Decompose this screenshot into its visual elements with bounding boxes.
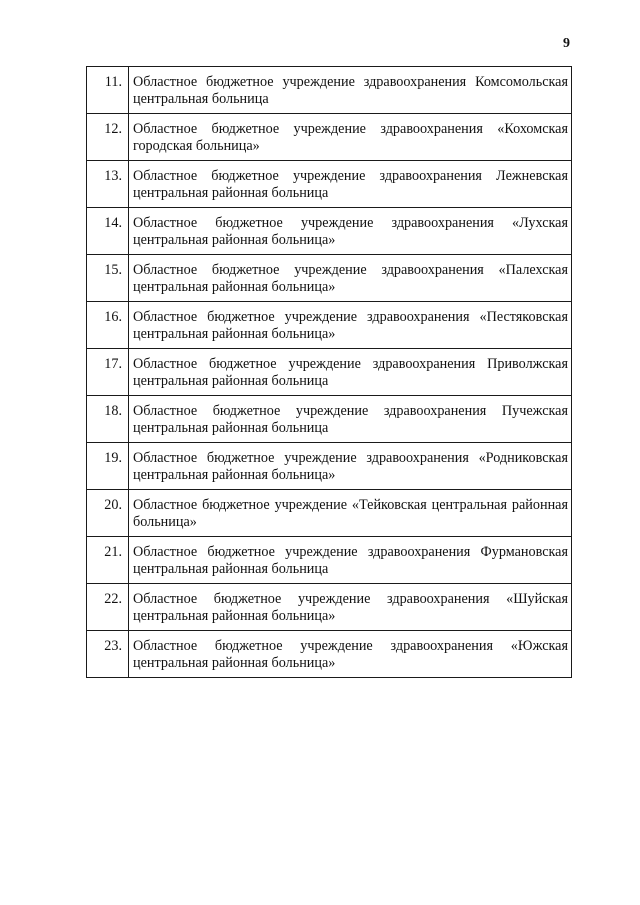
page-number: 9 (563, 36, 570, 51)
row-institution-name: Областное бюджетное учреждение «Тейковская центральная районная больница» (129, 490, 572, 537)
row-institution-name: Областное бюджетное учреждение здравоохранения Комсомольская центральная больница (129, 67, 572, 114)
table-row (87, 490, 572, 537)
table-row (87, 349, 572, 396)
row-institution-name: Областное бюджетное учреждение здравоохранения «Шуйская центральная районная больница» (129, 584, 572, 631)
row-institution-name: Областное бюджетное учреждение здравоохранения Лежневская центральная районная больница (129, 161, 572, 208)
row-institution-name: Областное бюджетное учреждение здравоохранения «Пестяковская центральная районная больница» (129, 302, 572, 349)
row-number: 20. (87, 490, 129, 537)
table-row (87, 302, 572, 349)
table-row (87, 443, 572, 490)
row-number: 22. (87, 584, 129, 631)
table-row (87, 255, 572, 302)
row-institution-name: Областное бюджетное учреждение здравоохранения Пучежская центральная районная больница (129, 396, 572, 443)
row-institution-name: Областное бюджетное учреждение здравоохранения «Южская центральная районная больница» (129, 631, 572, 678)
row-institution-name: Областное бюджетное учреждение здравоохранения «Кохомская городская больница» (129, 114, 572, 161)
institutions-table (86, 66, 572, 678)
row-number: 23. (87, 631, 129, 678)
row-institution-name: Областное бюджетное учреждение здравоохранения «Лухская центральная районная больница» (129, 208, 572, 255)
row-institution-name: Областное бюджетное учреждение здравоохранения Приволжская центральная районная больница (129, 349, 572, 396)
row-institution-name: Областное бюджетное учреждение здравоохранения Фурмановская центральная районная больница (129, 537, 572, 584)
table-row (87, 161, 572, 208)
row-number: 15. (87, 255, 129, 302)
row-number: 16. (87, 302, 129, 349)
row-number: 11. (87, 67, 129, 114)
row-number: 18. (87, 396, 129, 443)
row-number: 14. (87, 208, 129, 255)
row-number: 13. (87, 161, 129, 208)
table-row (87, 208, 572, 255)
row-number: 21. (87, 537, 129, 584)
table-row (87, 537, 572, 584)
table-row (87, 67, 572, 114)
table-row (87, 631, 572, 678)
table-row (87, 114, 572, 161)
row-number: 19. (87, 443, 129, 490)
row-institution-name: Областное бюджетное учреждение здравоохранения «Палехская центральная районная больница» (129, 255, 572, 302)
row-institution-name: Областное бюджетное учреждение здравоохранения «Родниковская центральная районная больница» (129, 443, 572, 490)
row-number: 12. (87, 114, 129, 161)
table-row (87, 396, 572, 443)
row-number: 17. (87, 349, 129, 396)
table-row (87, 584, 572, 631)
